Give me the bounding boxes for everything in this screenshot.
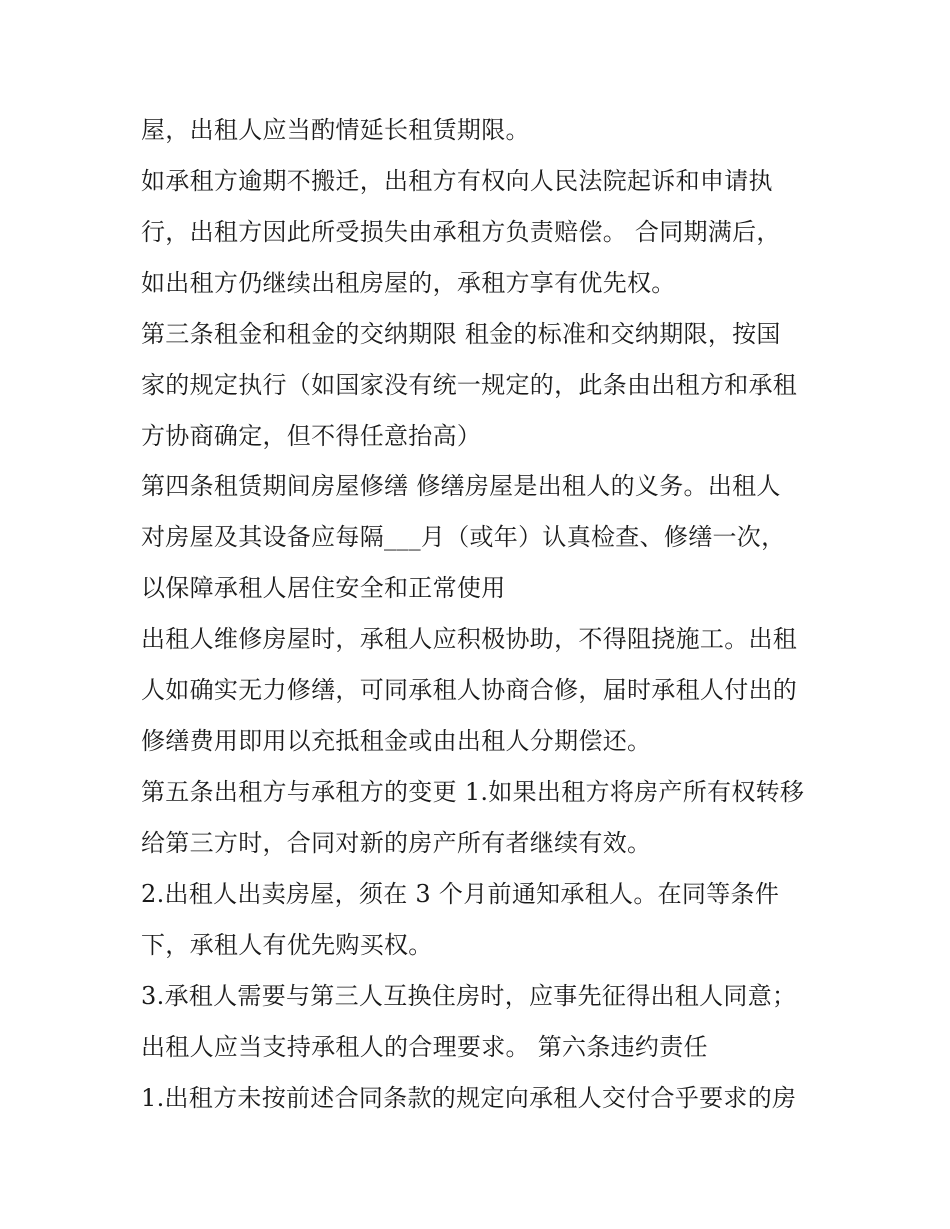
text-line: 屋，出租人应当酌情延长租赁期限。 (141, 116, 530, 144)
text-line: 出租人维修房屋时，承租人应积极协助，不得阻挠施工。出租 (141, 625, 798, 653)
text-line: 3.承租人需要与第三人互换住房时，应事先征得出租人同意； (141, 982, 797, 1010)
text-line: 第三条租金和租金的交纳期限 租金的标准和交纳期限，按国 (141, 320, 781, 348)
text-line: 第五条出租方与承租方的变更 1.如果出租方将房产所有权转移 (141, 778, 805, 806)
text-line: 方协商确定，但不得任意抬高） (141, 422, 482, 450)
text-line: 以保障承租人居住安全和正常使用 (141, 574, 506, 602)
text-line: 1.出租方未按前述合同条款的规定向承租人交付合乎要求的房 (141, 1084, 797, 1112)
text-line: 修缮费用即用以充抵租金或由出租人分期偿还。 (141, 727, 652, 755)
text-line: 人如确实无力修缮，可同承租人协商合修，届时承租人付出的 (141, 676, 798, 704)
text-line: 给第三方时，合同对新的房产所有者继续有效。 (141, 829, 652, 857)
text-line: 出租人应当支持承租人的合理要求。 第六条违约责任 (141, 1033, 708, 1061)
text-line: 对房屋及其设备应每隔___月（或年）认真检查、修缮一次， (141, 523, 786, 551)
text-line: 2.出租人出卖房屋，须在 3 个月前通知承租人。在同等条件 (141, 880, 780, 908)
text-line: 行，出租方因此所受损失由承租方负责赔偿。 合同期满后， (141, 218, 781, 246)
text-line: 下，承租人有优先购买权。 (141, 931, 433, 959)
text-line: 如承租方逾期不搬迁，出租方有权向人民法院起诉和申请执 (141, 167, 773, 195)
text-line: 家的规定执行（如国家没有统一规定的，此条由出租方和承租 (141, 371, 798, 399)
text-line: 如出租方仍继续出租房屋的，承租方享有优先权。 (141, 269, 676, 297)
text-line: 第四条租赁期间房屋修缮 修缮房屋是出租人的义务。出租人 (141, 472, 781, 500)
